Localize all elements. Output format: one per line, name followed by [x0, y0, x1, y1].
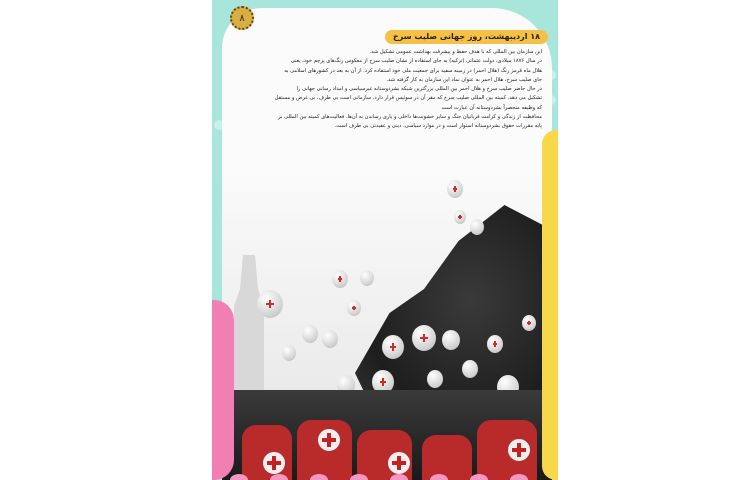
- paragraph-line: که وظیفه منحصراً بشردوستانه آن عبارت است: [441, 104, 542, 111]
- page-number: ۸: [239, 12, 245, 24]
- decorative-pink-wave: [212, 300, 234, 480]
- paragraph-line: هلال ماه قرمز رنگ (هلال احمر) در زمینه سفید برای جمعیت ملی خود استفاده کرد. از آن به بعد در کشورهای اسلامی به: [284, 67, 542, 74]
- balloon-icon: [302, 325, 318, 343]
- paragraph-line: در سال ۱۸۷۶ میلادی، دولت عثمانی (ترکیه) به جای استفاده از نشان صلیب سرخ از معکوس رنگ‌های پرچم خود، یعنی: [290, 58, 542, 65]
- balloon-icon: [442, 330, 460, 350]
- balloon-icon: [470, 219, 484, 235]
- decorative-yellow-wave: [542, 130, 558, 480]
- balloon-icon: [322, 330, 338, 348]
- document-page: [212, 0, 558, 480]
- paragraph-line: جای صلیب سرخ، هلال احمر به عنوان نماد این سازمان به کار گرفته شد.: [386, 76, 542, 83]
- decorative-pink-dots: [230, 472, 550, 480]
- balloon-icon: [447, 180, 463, 198]
- balloon-icon: [522, 315, 536, 331]
- balloon-icon: [257, 290, 283, 318]
- paragraph-line: این سازمان بین المللی که با هدف حفظ و پیشرفت بهداشت عمومی تشکیل شد.: [369, 49, 542, 55]
- paragraph-line: پایه مقررات حقوق بشردوستانه استوار است و در موارد سیاسی، دینی و عقیدتی بی طرف است.: [334, 123, 542, 130]
- balloon-icon: [360, 270, 374, 286]
- red-cross-balloons-photo: [222, 175, 552, 480]
- red-cross-emblem-icon: [317, 428, 341, 452]
- article-body: [234, 48, 542, 132]
- page-number-badge: [230, 6, 254, 30]
- balloon-icon: [427, 370, 443, 388]
- balloon-icon: [382, 335, 404, 359]
- balloon-icon: [347, 300, 361, 316]
- balloon-icon: [487, 335, 503, 353]
- red-cross-emblem-icon: [507, 438, 531, 462]
- balloon-icon: [454, 210, 466, 224]
- paragraph-line: محافظت از زندگی و کرامت قربانیان جنگ و سایر خشونت‌ها داخلی و یاری رساندن به آن‌ها. فعالیت‌های کمیته بین المللی بر: [278, 114, 542, 121]
- balloon-icon: [332, 270, 348, 288]
- balloon-icon: [412, 325, 436, 351]
- photo-crowd: [222, 390, 552, 480]
- page-title: ۱۸ اردیبهشت، روز جهانی صلیب سرخ: [385, 30, 548, 44]
- balloon-icon: [282, 345, 296, 361]
- balloon-icon: [462, 360, 478, 378]
- paragraph-line: تشکیل می دهد. کمیته بین المللی صلیب سرخ که مقر آن در سوئیس قرار دارد، سازمانی است بی طرف، بی غرض و مستقل: [274, 95, 542, 102]
- paragraph-line: در حال حاضر صلیب سرخ و هلال احمر بین المللی بزرگترین شبکه بشردوستانه غیرسیاسی و امداد رسانی جهانی را: [296, 86, 542, 93]
